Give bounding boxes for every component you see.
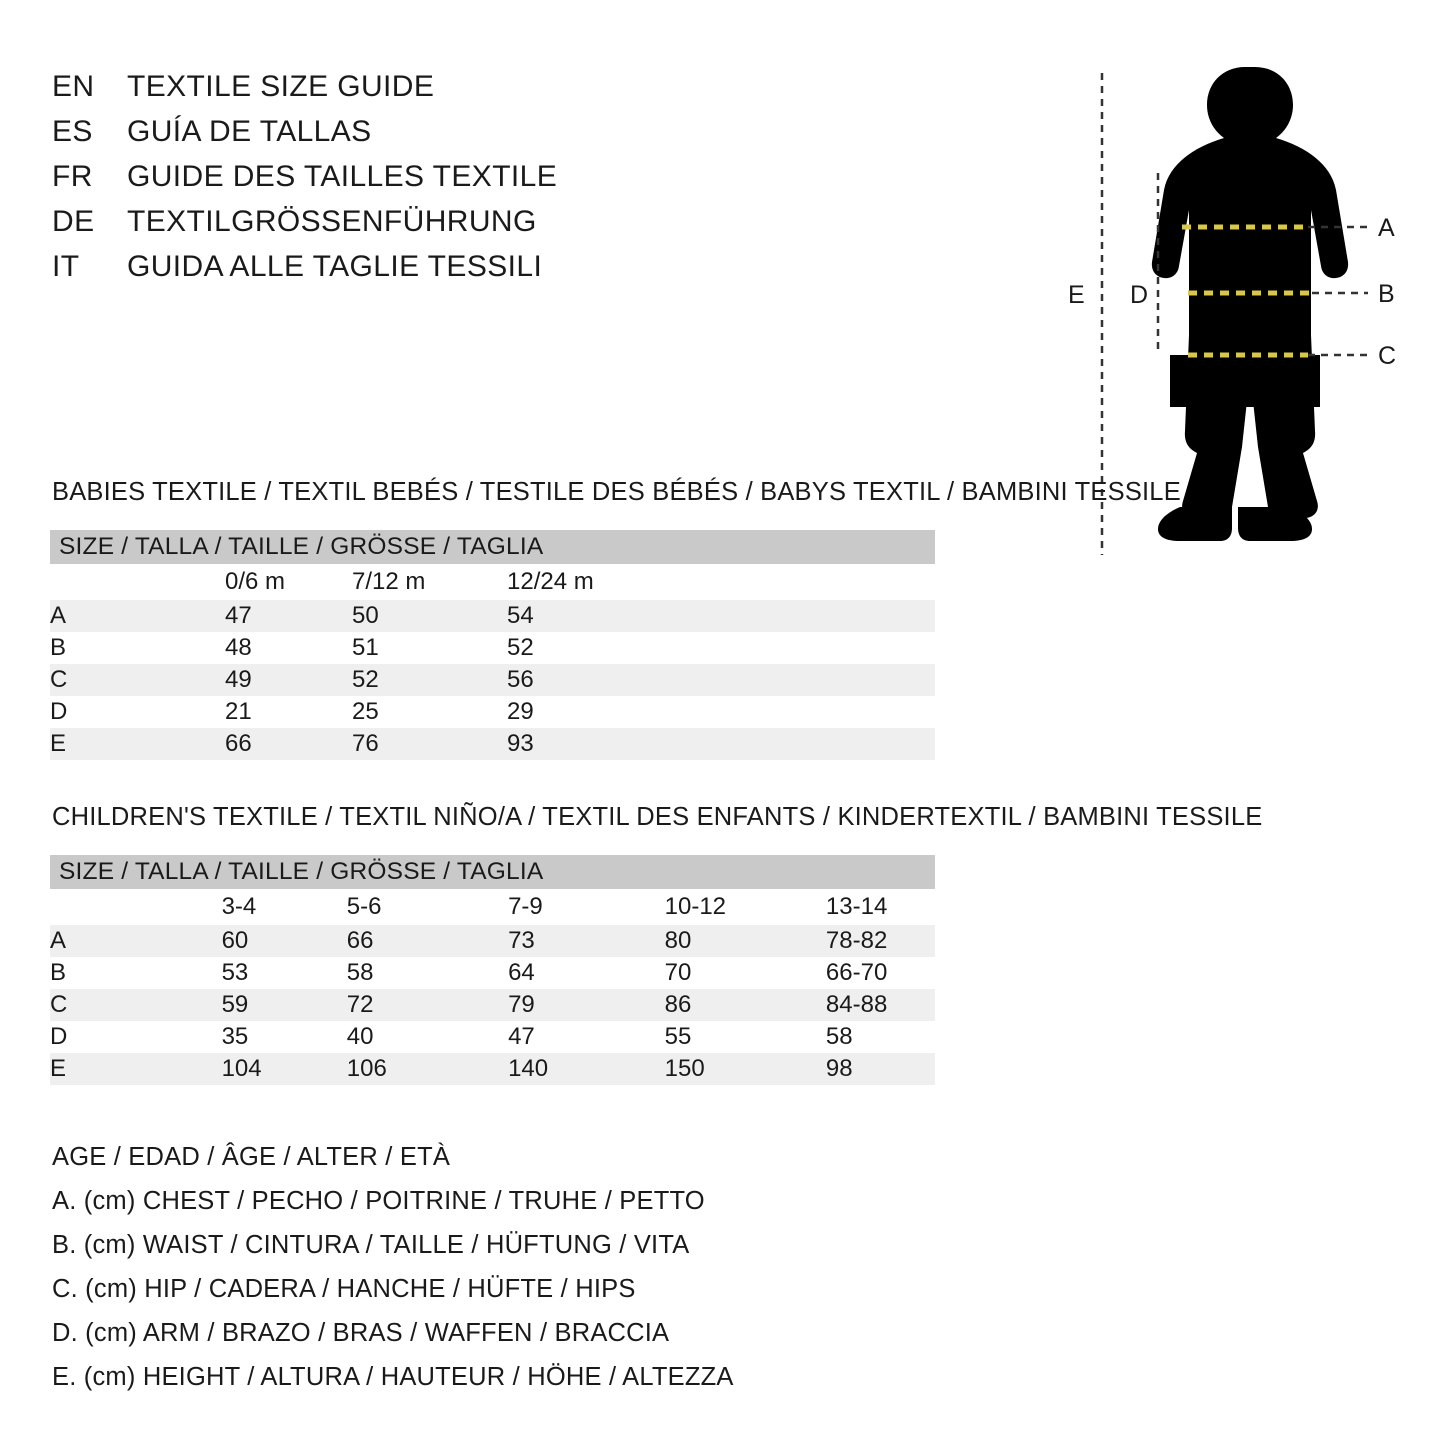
- children-band-label: SIZE / TALLA / TAILLE / GRÖSSE / TAGLIA: [50, 855, 935, 889]
- table-row: [50, 696, 935, 728]
- babies-section-title: BABIES TEXTILE / TEXTIL BEBÉS / TESTILE DES BÉBÉS / BABYS TEXTIL / BAMBINI TESSILE: [52, 478, 1181, 506]
- table-row: [50, 925, 935, 957]
- cell-value: 64: [456, 957, 613, 989]
- cell-value: 25: [300, 696, 455, 728]
- babies-band-label: SIZE / TALLA / TAILLE / GRÖSSE / TAGLIA: [50, 530, 935, 564]
- figure-marker-c: C: [1378, 342, 1397, 370]
- column-header: 3-4: [132, 889, 295, 925]
- cell-value: 59: [132, 989, 295, 1021]
- language-code: DE: [52, 205, 95, 238]
- table-row: [50, 600, 935, 632]
- column-header: 13-14: [774, 889, 935, 925]
- cell-value: 29: [455, 696, 935, 728]
- corner-cell: [50, 564, 135, 600]
- row-label: E: [50, 1053, 132, 1085]
- language-title: GUÍA DE TALLAS: [127, 115, 372, 148]
- cell-value: 70: [613, 957, 774, 989]
- cell-value: 58: [295, 957, 456, 989]
- cell-value: 35: [132, 1021, 295, 1053]
- row-label: C: [50, 664, 135, 696]
- cell-value: 66-70: [774, 957, 935, 989]
- language-row: [52, 250, 752, 295]
- table-row: [50, 989, 935, 1021]
- cell-value: 55: [613, 1021, 774, 1053]
- cell-value: 52: [300, 664, 455, 696]
- cell-value: 78-82: [774, 925, 935, 957]
- column-header: 7-9: [456, 889, 613, 925]
- table-row: [50, 957, 935, 989]
- language-row: [52, 205, 752, 250]
- cell-value: 140: [456, 1053, 613, 1085]
- cell-value: 66: [295, 925, 456, 957]
- language-title: TEXTILE SIZE GUIDE: [127, 70, 435, 103]
- language-title: TEXTILGRÖSSENFÜHRUNG: [127, 205, 537, 238]
- cell-value: 106: [295, 1053, 456, 1085]
- figure-marker-a: A: [1378, 214, 1395, 242]
- child-silhouette-icon: [1152, 67, 1348, 541]
- table-column-headers: [50, 889, 935, 925]
- children-section-title: CHILDREN'S TEXTILE / TEXTIL NIÑO/A / TEXTIL DES ENFANTS / KINDERTEXTIL / BAMBINI TESSILE: [52, 803, 1263, 831]
- cell-value: 47: [456, 1021, 613, 1053]
- legend-line: AGE / EDAD / ÂGE / ALTER / ETÀ: [52, 1143, 451, 1171]
- cell-value: 150: [613, 1053, 774, 1085]
- table-row: [50, 1053, 935, 1085]
- language-code: EN: [52, 70, 95, 103]
- table-row: [50, 632, 935, 664]
- cell-value: 48: [135, 632, 300, 664]
- cell-value: 86: [613, 989, 774, 1021]
- row-label: B: [50, 632, 135, 664]
- legend-line: D. (cm) ARM / BRAZO / BRAS / WAFFEN / BRACCIA: [52, 1319, 670, 1347]
- table-row: [50, 664, 935, 696]
- language-code: FR: [52, 160, 93, 193]
- cell-value: 104: [132, 1053, 295, 1085]
- cell-value: 21: [135, 696, 300, 728]
- figure-marker-d: D: [1130, 281, 1149, 309]
- children-size-table: [50, 855, 935, 1085]
- column-header: 12/24 m: [455, 564, 935, 600]
- column-header: 10-12: [613, 889, 774, 925]
- cell-value: 40: [295, 1021, 456, 1053]
- cell-value: 72: [295, 989, 456, 1021]
- cell-value: 50: [300, 600, 455, 632]
- babies-size-table: [50, 530, 935, 760]
- table-column-headers: [50, 564, 935, 600]
- column-header: 0/6 m: [135, 564, 300, 600]
- language-title-list: [52, 70, 752, 295]
- row-label: D: [50, 696, 135, 728]
- cell-value: 51: [300, 632, 455, 664]
- cell-value: 56: [455, 664, 935, 696]
- table-header-band: [50, 855, 935, 889]
- measurement-legend: [52, 1135, 852, 1399]
- row-label: C: [50, 989, 132, 1021]
- table-header-band: [50, 530, 935, 564]
- legend-line: B. (cm) WAIST / CINTURA / TAILLE / HÜFTUNG / VITA: [52, 1231, 690, 1259]
- language-code: IT: [52, 250, 80, 283]
- cell-value: 73: [456, 925, 613, 957]
- table-row: [50, 728, 935, 760]
- cell-value: 49: [135, 664, 300, 696]
- legend-line: A. (cm) CHEST / PECHO / POITRINE / TRUHE / PETTO: [52, 1187, 705, 1215]
- cell-value: 79: [456, 989, 613, 1021]
- cell-value: 58: [774, 1021, 935, 1053]
- corner-cell: [50, 889, 132, 925]
- language-code: ES: [52, 115, 93, 148]
- row-label: B: [50, 957, 132, 989]
- cell-value: 54: [455, 600, 935, 632]
- language-row: [52, 70, 752, 115]
- column-header: 7/12 m: [300, 564, 455, 600]
- cell-value: 47: [135, 600, 300, 632]
- row-label: E: [50, 728, 135, 760]
- cell-value: 84-88: [774, 989, 935, 1021]
- cell-value: 93: [455, 728, 935, 760]
- row-label: D: [50, 1021, 132, 1053]
- language-row: [52, 160, 752, 205]
- table-row: [50, 1021, 935, 1053]
- cell-value: 52: [455, 632, 935, 664]
- language-row: [52, 115, 752, 160]
- row-label: A: [50, 925, 132, 957]
- row-label: A: [50, 600, 135, 632]
- cell-value: 76: [300, 728, 455, 760]
- cell-value: 53: [132, 957, 295, 989]
- cell-value: 60: [132, 925, 295, 957]
- column-header: 5-6: [295, 889, 456, 925]
- language-title: GUIDE DES TAILLES TEXTILE: [127, 160, 558, 193]
- figure-marker-e: E: [1068, 281, 1085, 309]
- legend-line: E. (cm) HEIGHT / ALTURA / HAUTEUR / HÖHE / ALTEZZA: [52, 1363, 734, 1391]
- cell-value: 66: [135, 728, 300, 760]
- cell-value: 98: [774, 1053, 935, 1085]
- legend-line: C. (cm) HIP / CADERA / HANCHE / HÜFTE / HIPS: [52, 1275, 636, 1303]
- figure-marker-b: B: [1378, 280, 1395, 308]
- language-title: GUIDA ALLE TAGLIE TESSILI: [127, 250, 543, 283]
- cell-value: 80: [613, 925, 774, 957]
